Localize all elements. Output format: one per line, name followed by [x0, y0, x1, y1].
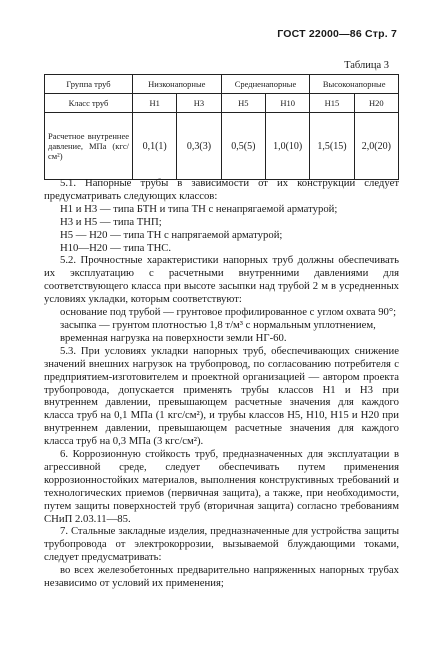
pressure-value: 0,5(5): [221, 113, 265, 180]
pressure-class-table: [44, 74, 399, 180]
table-label: Таблица 3: [344, 60, 389, 71]
class-cell: Н5: [221, 94, 265, 113]
class-list-item: Н10—Н20 — типа ТНС.: [60, 241, 172, 254]
pressure-value: 2,0(20): [354, 113, 398, 180]
class-cell: Н15: [310, 94, 354, 113]
class-cell: Н20: [354, 94, 398, 113]
paragraph-7: 7. Стальные закладные изделия, предназначенные для устройства защиты трубопровода от электрокоррозии, вызываемой блуждающими токами, следует предусматривать:: [44, 525, 399, 564]
pressure-value: 0,3(3): [177, 113, 221, 180]
pressure-value: 1,5(15): [310, 113, 354, 180]
class-cell: Н1: [133, 94, 177, 113]
group-medium: Средненапорные: [221, 75, 310, 94]
pressure-value: 1,0(10): [265, 113, 309, 180]
paragraph-5-1: 5.1. Напорные трубы в зависимости от их конструкции следует предусматривать следующих классов:: [44, 177, 399, 202]
page-header: ГОСТ 22000—86 Стр. 7: [277, 28, 397, 40]
class-cell: Н10: [265, 94, 309, 113]
paragraph-6: 6. Коррозионную стойкость труб, предназначенных для эксплуатации в агрессивной среде, следует обеспечивать путем применения коррозионностойких материалов, выполнения конструктивных требований и технологических приемов (первичная защита), а также, при необходимости, путем защиты поверхностей труб (вторичная защита) согласно требованиям СНиП 2.03.11—85.: [44, 448, 399, 525]
paragraph-5-2: 5.2. Прочностные характеристики напорных труб должны обеспечивать их эксплуатацию с расчетными внутренними давлениями для соответствующего класса при высоте засыпки над трубой 2 м в усредненных условиях укладки, которым соответствуют:: [44, 254, 399, 306]
condition-item: засыпка — грунтом плотностью 1,8 т/м³ с нормальным уплотнением,: [60, 318, 376, 331]
class-list-item: Н1 и Н3 — типа БТН и типа ТН с ненапрягаемой арматурой;: [60, 202, 338, 215]
group-high: Высоконапорные: [310, 75, 399, 94]
group-low: Низконапорные: [133, 75, 222, 94]
class-list-item: Н5 — Н20 — типа ТН с напрягаемой арматурой;: [60, 228, 283, 241]
pressure-row-label: Расчетное внутреннее давление, МПа (кгс/см²): [45, 113, 133, 180]
class-list-item: Н3 и Н5 — типа ТНП;: [60, 215, 162, 228]
class-header: Класс труб: [45, 94, 133, 113]
group-header: Группа труб: [45, 75, 133, 94]
condition-item: основание под трубой — грунтовое профилированное с углом охвата 90°;: [60, 306, 397, 319]
paragraph-5-3: 5.3. При условиях укладки напорных труб, обеспечивающих снижение значений внешних нагрузок на трубопровод, по согласованию потребителя с предприятием-изготовителем и проектной организацией — автором проекта трубопровода, допускается применять трубы классов Н1 и Н3 при внутреннем давлении, превышающем расчетные значения для каждого класса труб на 0,1 МПа (1 кгс/см²), и трубы классов Н5, Н10, Н15 и Н20 при внутреннем давлении, превышающем расчетные значения для каждого класса труб на 0,3 МПа (3 кгс/см²).: [44, 344, 399, 448]
class-cell: Н3: [177, 94, 221, 113]
document-body: [44, 177, 399, 590]
condition-item: временная нагрузка на поверхности земли НГ-60.: [60, 331, 287, 344]
paragraph-7-item: во всех железобетонных предварительно напряженных напорных трубах независимо от условий их применения;: [44, 564, 399, 590]
pressure-value: 0,1(1): [133, 113, 177, 180]
